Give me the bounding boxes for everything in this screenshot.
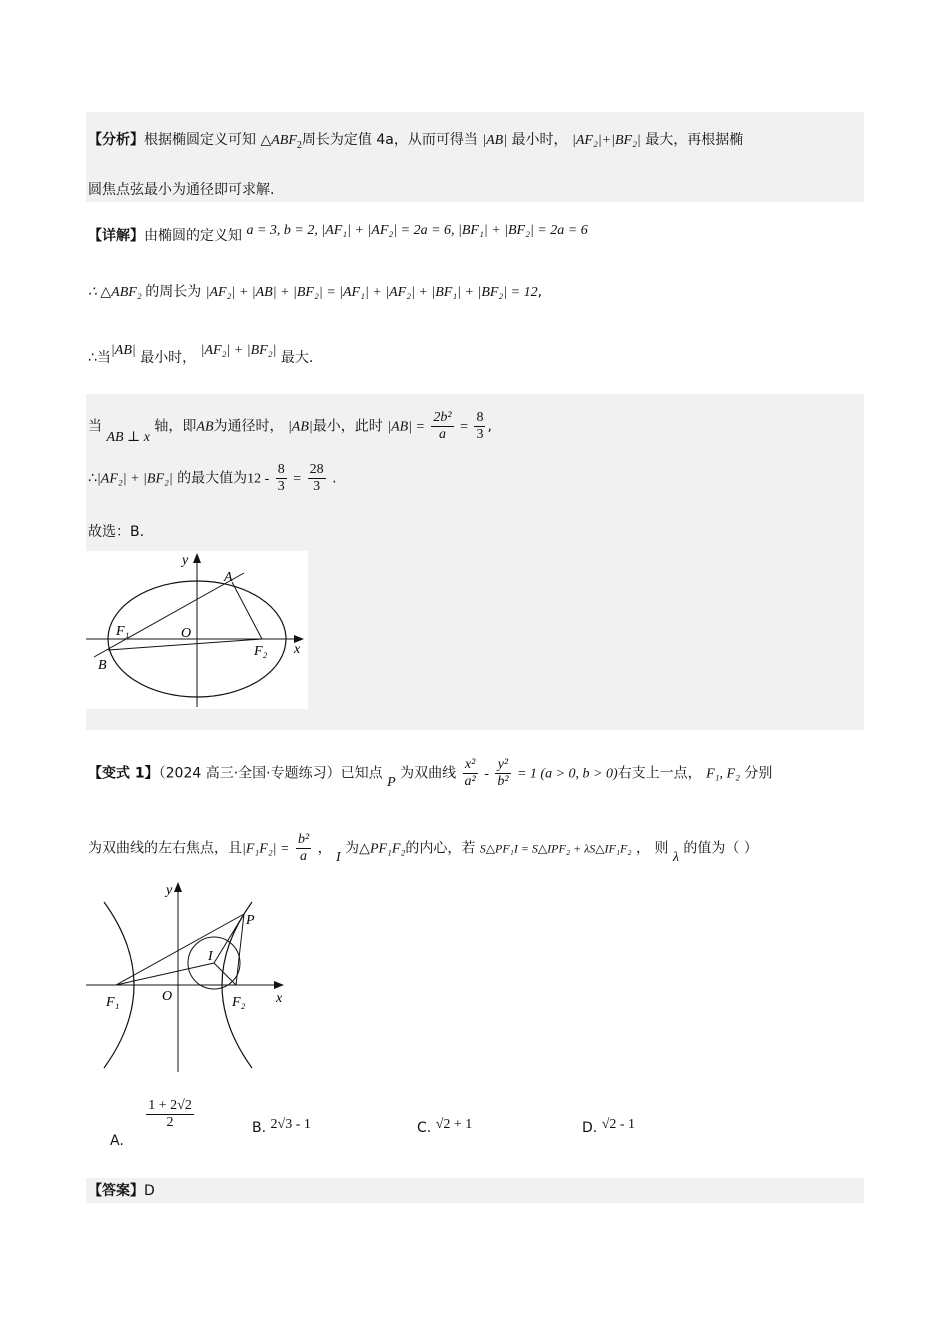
variant-line-1: 【变式 1】（2024 高三·全国·专题练习）已知点 P 为双曲线 $\frac{\text{x²}}{\text{a²}}$ - $\frac{\text{y²}}{\text{b²}}$ = 1 (a > 0, b > 0)右支上一点， F₁, F₂ 分别	[88, 757, 773, 790]
label-x: x	[276, 991, 283, 1006]
segment-if2	[214, 963, 236, 985]
label-a: A	[224, 570, 233, 585]
detail-line-1: 【详解】由椭圆的定义知 a = 3, b = 2, |AF₁| + |AF₂| = 2a = 6, |BF₁| + |BF₂| = 2a = 6	[88, 223, 588, 244]
detail-line-5: ∴|AF₂| + |BF₂| 的最大值为12 - $\frac{8}{3}$ = $\frac{28}{3}$ .	[88, 462, 337, 494]
label-p: P	[246, 913, 255, 928]
label-f2: F₂	[232, 995, 246, 1010]
label-b: B	[98, 658, 107, 673]
label-f1: F₁	[106, 995, 120, 1010]
segment-if1	[116, 963, 214, 985]
label-o: O	[162, 989, 173, 1004]
detail-choice: 故选：B.	[88, 524, 145, 540]
label-x: x	[294, 642, 301, 657]
answer-line: 【答案】D	[88, 1183, 155, 1199]
label-o: O	[181, 626, 192, 641]
label-y: y	[182, 553, 189, 568]
detail-line-2: ∴ △ABF₂ 的周长为 |AF₂| + |AB| + |BF₂| = |AF₁| + |AF₂| + |BF₁| + |BF₂| = 12,	[88, 284, 543, 300]
option-a[interactable]: A. $\frac{1 + 2√2}{2}$	[110, 1098, 192, 1149]
label-i: I	[208, 949, 213, 964]
analysis-line-1: 【分析】根据椭圆定义可知 $\triangle ABF_2$周长为定值 4a，从而可得当 |AB| 最小时， |AF₂|+|BF₂| 最大，再根据椭	[88, 132, 744, 151]
y-axis-arrow-icon	[174, 882, 182, 892]
option-d[interactable]: D. √2 - 1	[582, 1117, 636, 1136]
detail-line-3: ∴当|AB| 最小时， |AF₂| + |BF₂| 最大.	[88, 343, 314, 366]
option-b[interactable]: B. 2√3 - 1	[252, 1117, 311, 1136]
x-axis-arrow-icon	[274, 981, 284, 989]
answer-block	[86, 1178, 864, 1203]
detail-line-4: 当 AB ⊥ x 轴，即AB为通径时， |AB|最小，此时 |AB| = $\frac{\text{2b²}}{a}$ = $\frac{8}{3}$ ,	[88, 410, 492, 445]
label-f2: F₂	[254, 644, 268, 659]
ellipse-figure	[86, 551, 308, 709]
variant-line-2: 为双曲线的左右焦点，且|F₁F₂| = $\frac{\text{b²}}{a}$ ， I 为△PF₁F₂的内心，若 S△PF₁I = S△IPF₂ + λS△IF₁F₂ ， 则 λ 的值为（ ）	[88, 832, 758, 865]
analysis-line-2: 圆焦点弦最小为通径即可求解.	[88, 182, 275, 198]
hyperbola-figure	[86, 880, 300, 1076]
label-f1: F₁	[116, 624, 130, 639]
option-c[interactable]: C. √2 + 1	[417, 1117, 473, 1136]
label-y: y	[166, 883, 173, 898]
